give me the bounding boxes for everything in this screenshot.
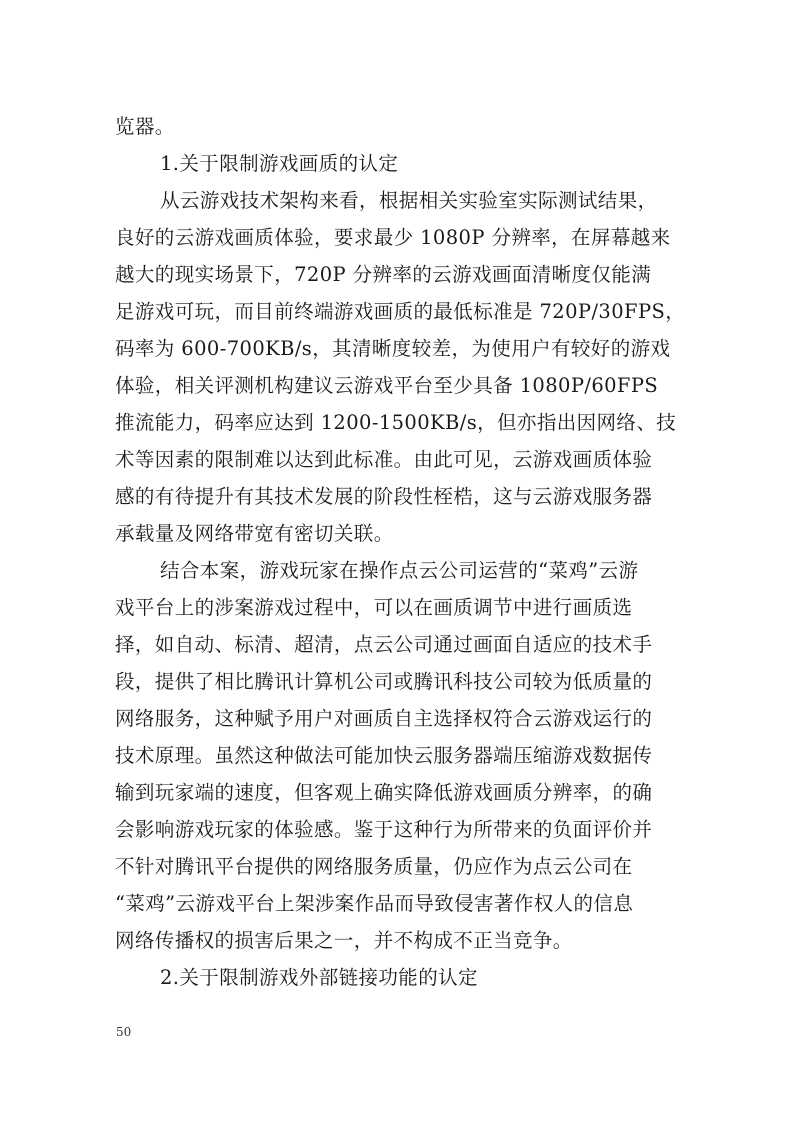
paragraph-1-line: 越大的现实场景下，720P 分辨率的云游戏画面清晰度仅能满 bbox=[115, 263, 652, 286]
paragraph-2-line: 网络传播权的损害后果之一，并不构成不正当竞争。 bbox=[115, 929, 573, 952]
section-heading-2: 2.关于限制游戏外部链接功能的认定 bbox=[160, 966, 478, 989]
paragraph-1-line: 承载量及网络带宽有密切关联。 bbox=[115, 522, 394, 545]
page-number: 50 bbox=[116, 1025, 132, 1039]
paragraph-1-line: 推流能力，码率应达到 1200-1500KB/s，但亦指出因网络、技 bbox=[115, 411, 677, 434]
paragraph-2-line: 择，如自动、标清、超清，点云公司通过画面自适应的技术手 bbox=[115, 633, 653, 656]
paragraph-1-line: 码率为 600-700KB/s，其清晰度较差，为使用户有较好的游戏 bbox=[115, 337, 671, 360]
paragraph-2-line: 戏平台上的涉案游戏过程中，可以在画质调节中进行画质选 bbox=[115, 596, 633, 619]
paragraph-2-line: “菜鸡”云游戏平台上架涉案作品而导致侵害著作权人的信息 bbox=[115, 892, 634, 915]
paragraph-2-line: 段，提供了相比腾讯计算机公司或腾讯科技公司较为低质量的 bbox=[115, 670, 653, 693]
paragraph-1-line: 足游戏可玩，而目前终端游戏画质的最低标准是 720P/30FPS， bbox=[115, 300, 686, 323]
paragraph-1-line: 从云游戏技术架构来看，根据相关实验室实际测试结果， bbox=[160, 189, 658, 212]
paragraph-1-line: 良好的云游戏画质体验，要求最少 1080P 分辨率，在屏幕越来 bbox=[115, 226, 671, 249]
paragraph-2-line: 不针对腾讯平台提供的网络服务质量，仍应作为点云公司在 bbox=[115, 855, 633, 878]
section-heading-1: 1.关于限制游戏画质的认定 bbox=[160, 152, 399, 175]
paragraph-1-line: 术等因素的限制难以达到此标准。由此可见，云游戏画质体验 bbox=[115, 448, 653, 471]
paragraph-1-line: 体验，相关评测机构建议云游戏平台至少具备 1080P/60FPS bbox=[115, 374, 659, 397]
continuation-line: 览器。 bbox=[115, 115, 175, 138]
paragraph-2-line: 会影响游戏玩家的体验感。鉴于这种行为所带来的负面评价并 bbox=[115, 818, 653, 841]
paragraph-1-line: 感的有待提升有其技术发展的阶段性桎梏，这与云游戏服务器 bbox=[115, 485, 653, 508]
paragraph-2-line: 技术原理。虽然这种做法可能加快云服务器端压缩游戏数据传 bbox=[115, 744, 653, 767]
paragraph-2-line: 结合本案，游戏玩家在操作点云公司运营的“菜鸡”云游 bbox=[160, 559, 639, 582]
paragraph-2-line: 输到玩家端的速度，但客观上确实降低游戏画质分辨率，的确 bbox=[115, 781, 653, 804]
paragraph-2-line: 网络服务，这种赋予用户对画质自主选择权符合云游戏运行的 bbox=[115, 707, 653, 730]
